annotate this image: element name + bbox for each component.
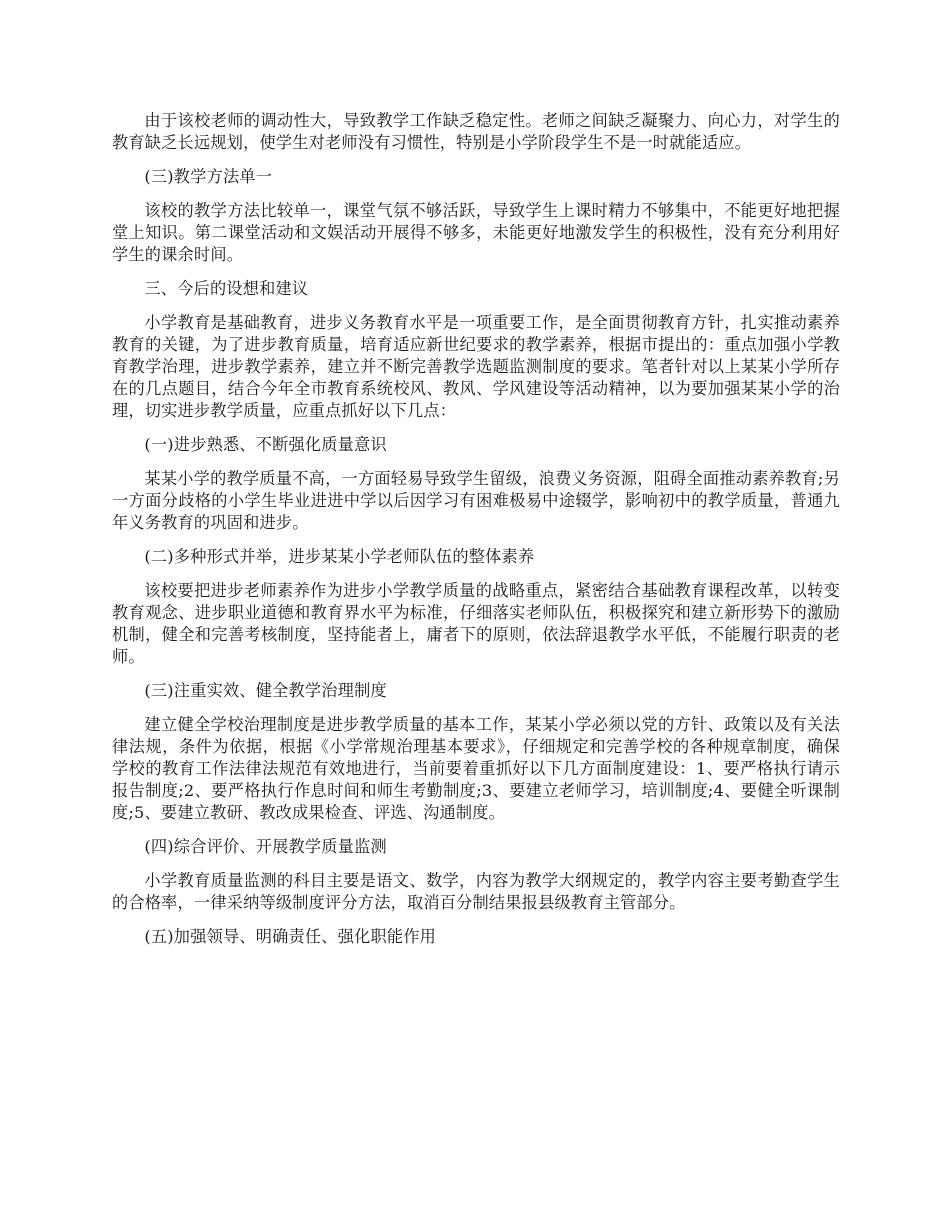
heading-leadership: (五)加强领导、明确责任、强化职能作用 [144, 927, 437, 946]
paragraph-teacher-mobility: 由于该校老师的调动性大，导致教学工作缺乏稳定性。老师之间缺乏凝聚力、向心力，对学生的教育缺乏长远规划，使学生对老师没有习惯性，特别是小学阶段学生不是一时就能适应。 [112, 111, 840, 152]
paragraph-quality-awareness: 某某小学的教学质量不高，一方面轻易导致学生留级，浪费义务资源，阻碍全面推动素养教育;另一方面分歧格的小学生毕业进进中学以后因学习有困难极易中途辍学，影响初中的教学质量，普通九年义务教育的巩固和进步。 [112, 469, 840, 532]
document-body [112, 110, 840, 960]
heading-management-system: (三)注重实效、健全教学治理制度 [144, 681, 387, 700]
paragraph-teaching-method: 该校的教学方法比较单一，课堂气氛不够活跃，导致学生上课时精力不够集中，不能更好地把握堂上知识。第二课堂活动和文娱活动开展得不够多，未能更好地激发学生的积极性，没有充分利用好学生的课余时间。 [112, 201, 840, 264]
heading-teacher-quality: (二)多种形式并举，进步某某小学老师队伍的整体素养 [144, 547, 535, 566]
heading-teaching-method: (三)教学方法单一 [144, 167, 273, 186]
paragraph-management-system: 建立健全学校治理制度是进步教学质量的基本工作，某某小学必须以党的方针、政策以及有关法律法规，条件为依据，根据《小学常规治理基本要求》，仔细规定和完善学校的各种规章制度，确保学校的教育工作法律法规范有效地进行，当前要着重抓好以下几方面制度建设：1、要严格执行请示报告制度;2、要严格执行作息时间和师生考勤制度;3、要建立老师学习，培训制度;4、要健全听课制度;5、要建立教研、教改成果检查、评选、沟通制度。 [112, 715, 840, 822]
paragraph-teacher-quality: 该校要把进步老师素养作为进步小学教学质量的战略重点，紧密结合基础教育课程改革，以转变教育观念、进步职业道德和教育界水平为标准，仔细落实老师队伍，积极探究和建立新形势下的激励机制，健全和完善考核制度，坚持能者上，庸者下的原则，依法辞退教学水平低，不能履行职责的老师。 [112, 581, 840, 666]
heading-quality-monitoring: (四)综合评价、开展教学质量监测 [144, 837, 387, 856]
heading-future-plans: 三、今后的设想和建议 [144, 279, 309, 298]
paragraph-quality-monitoring: 小学教育质量监测的科目主要是语文、数学，内容为教学大纲规定的，教学内容主要考勤查学生的合格率，一律采纳等级制度评分方法，取消百分制结果报县级教育主管部分。 [112, 871, 840, 912]
heading-quality-awareness: (一)进步熟悉、不断强化质量意识 [144, 435, 387, 454]
paragraph-future-plans: 小学教育是基础教育，进步义务教育水平是一项重要工作，是全面贯彻教育方针，扎实推动素养教育的关键，为了进步教育质量，培育适应新世纪要求的教学素养，根据市提出的：重点加强小学教育教学治理，进步教学素养，建立并不断完善教学选题监测制度的要求。笔者针对以上某某小学所存在的几点题目，结合今年全市教育系统校风、教风、学风建设等活动精神，以为要加强某某小学的治理，切实进步教学质量，应重点抓好以下几点： [112, 313, 840, 420]
